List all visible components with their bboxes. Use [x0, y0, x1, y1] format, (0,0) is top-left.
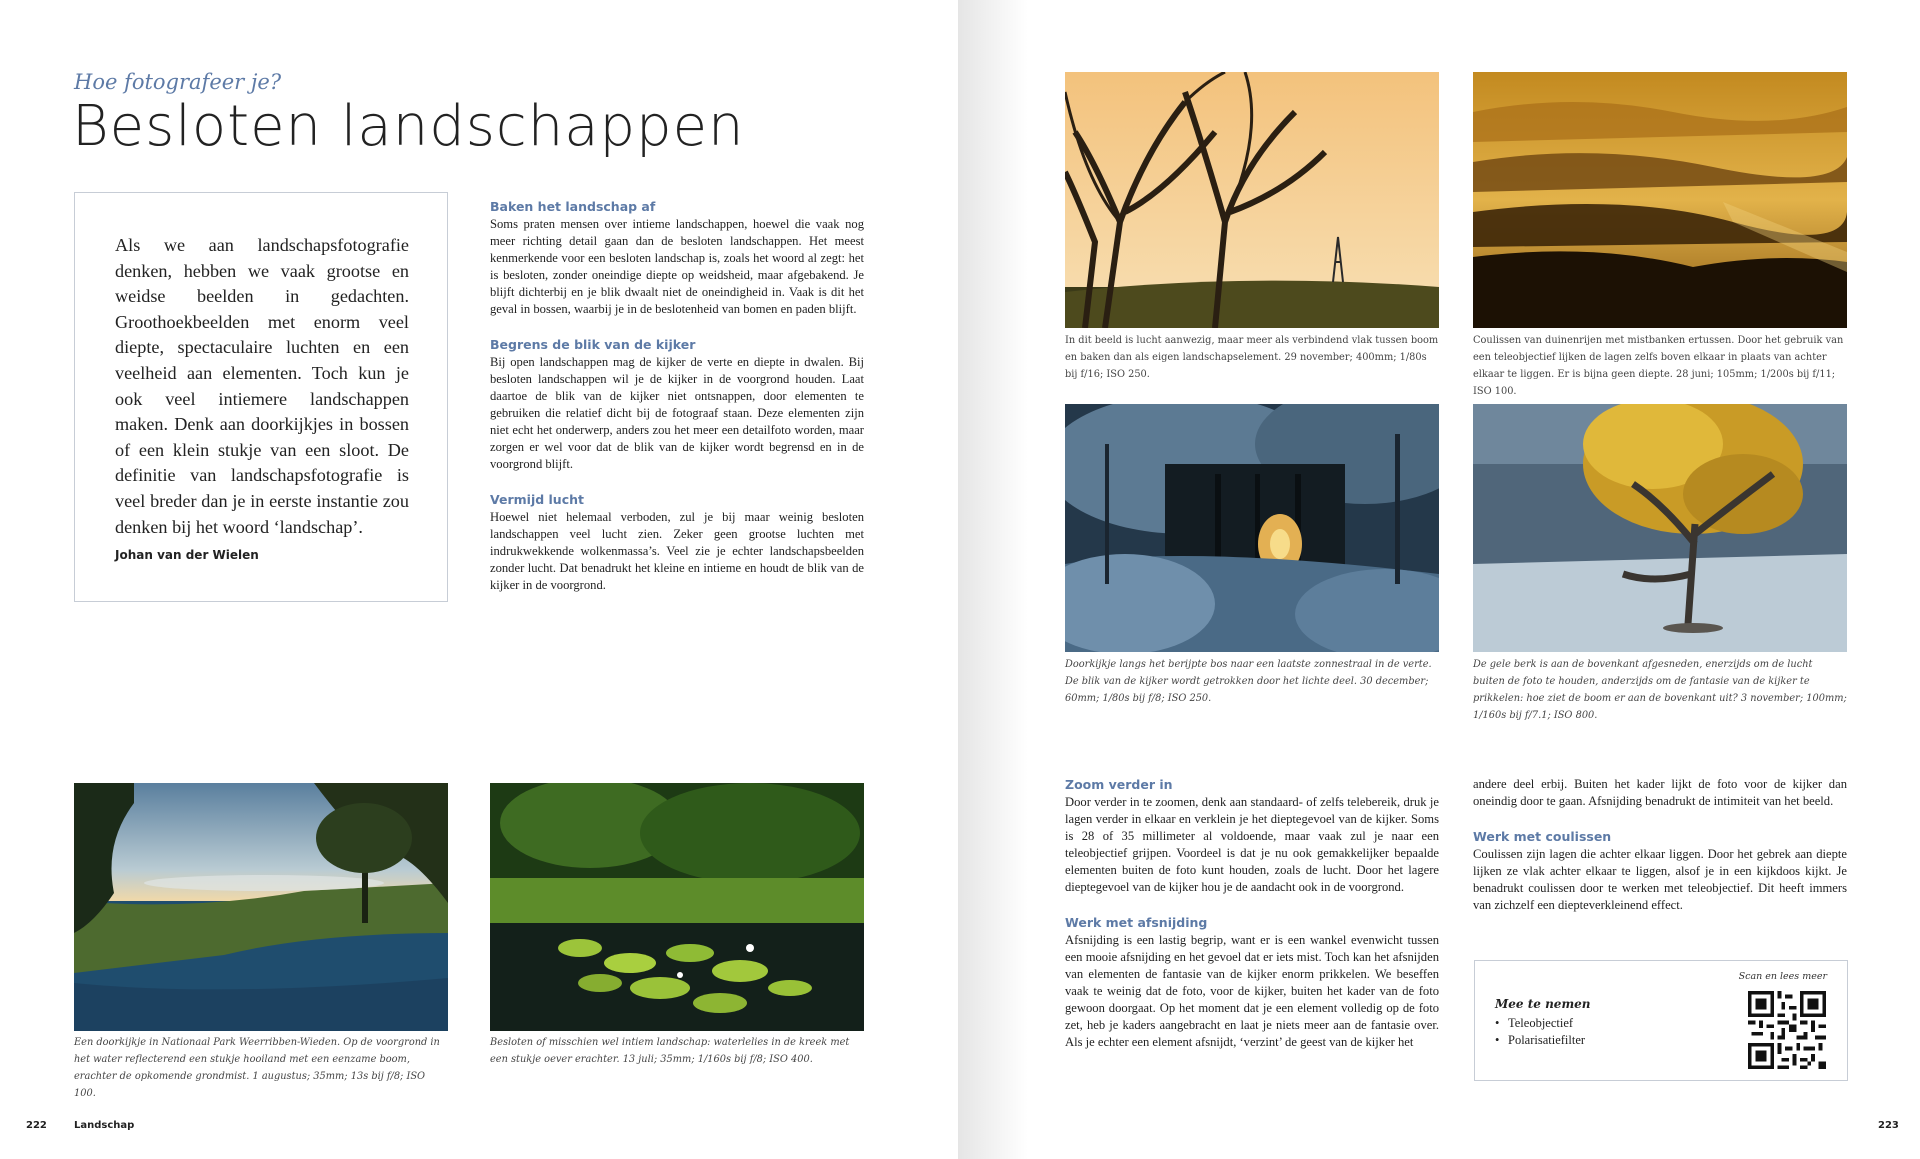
section-heading: Begrens de blik van de kijker — [490, 337, 696, 352]
photo-yellow-tree — [1473, 404, 1847, 652]
gear-list — [1495, 1015, 1585, 1049]
section-body: Door verder in te zoomen, denk aan standaard- of zelfs telebereik, druk je lagen verder in elkaar en verklein je het dieptegevoel van de kijker. Soms is 28 of 35 millimeter al voldoende, maar vaak zul je naar een teleobjectief grijpen. Voordeel is dat je nu ook gemakkelijker bepaalde elementen buiten de foto kunt houden, zoals de lucht. Door het lagere dieptegevoel van de kijker hou je de aandacht ook in de voorgrond. — [1065, 795, 1439, 894]
info-box-title: Mee te nemen — [1495, 997, 1591, 1011]
list-item: • Teleobjectief — [1495, 1015, 1585, 1032]
intro-author: Johan van der Wielen — [115, 548, 259, 563]
article-column-right-2 — [1473, 776, 1847, 932]
section-heading: Werk met afsnijding — [1065, 915, 1208, 930]
section-heading: Vermijd lucht — [490, 492, 584, 507]
qr-code-icon[interactable] — [1748, 991, 1826, 1069]
page-title: Besloten landschappen — [72, 94, 745, 159]
section-heading: Zoom verder in — [1065, 777, 1173, 792]
caption-trees: In dit beeld is lucht aanwezig, maar meer als verbindend vlak tussen boom en baken dan als eigen landschapselement. 29 november; 400mm; 1/80s bij f/16; ISO 250. — [1065, 335, 1439, 380]
photo-waterlelies — [490, 783, 864, 1031]
folio-section: Landschap — [74, 1120, 135, 1131]
section-body: Soms praten mensen over intieme landschappen, hoewel die vaak nog meer richting detail gaan dan de besloten landschappen. Het meest kenmerkende voor een besloten landschap is, zoals het woord al zegt: het is besloten, zonder oneindige diepte op weidsheid, maar afgebakend. Je blijft dichterbij en je blik dwaalt niet de oneindigheid in. Vaak is dit het geval in bossen, waarbij je in de beslotenheid van bomen en paden blijft. — [490, 217, 864, 316]
list-item: • Polarisatiefilter — [1495, 1032, 1585, 1049]
photo-trees — [1065, 72, 1439, 328]
section-heading: Baken het landschap af — [490, 199, 656, 214]
section-body: Bij open landschappen mag de kijker de verte en diepte in dwalen. Bij besloten landschappen wil je de kijker in de voorgrond houden. Laat daartoe de blik van de kijker niet ontsnappen, door elementen te gebruiken die relatief dicht bij de fotograaf staan. Deze elementen zijn niet echt het onderwerp, anders zou het meer een detailfoto worden, maar zorgen er wel voor dat de blik van de kijker wordt begrensd en in de voorgrond blijft. — [490, 355, 864, 471]
section-heading: Werk met coulissen — [1473, 829, 1612, 844]
article-column-left — [490, 198, 864, 612]
folio-number-right: 223 — [1878, 1120, 1899, 1131]
caption-weerribben: Een doorkijkje in Nationaal Park Weerribben-Wieden. Op de voorgrond in het water reflecterend een stukje hooiland met een eenzame boom, erachter de opkomende grondmist. 1 augustus; 35mm; 13s bij f/8; ISO 100. — [74, 1037, 440, 1099]
scan-label: Scan en lees meer — [1738, 971, 1827, 982]
photo-weerribben — [74, 783, 448, 1031]
caption-dunes: Coulissen van duinenrijen met mistbanken ertussen. Door het gebruik van een teleobjectief lijken de lagen zelfs boven elkaar in plaats van achter elkaar te liggen. Er is bijna geen diepte. 28 juni; 105mm; 1/200s bij f/11; ISO 100. — [1473, 335, 1844, 397]
intro-text: Als we aan landschapsfotografie denken, hebben we vaak grootse en weidse beelden in gedachten. Groothoekbeelden met enorm veel diepte, spectaculaire luchten en een veelheid aan elementen. Toch kun je ook veel intiemere landschappen maken. Denk aan doorkijkjes in bossen of een klein stukje van een sloot. De definitie van landschapsfotografie is veel breder dan je in eerste instantie zou denken bij het woord ‘landschap’. — [115, 235, 409, 537]
section-body: Afsnijding is een lastig begrip, want er is een wankel evenwicht tussen een mooie afsnijding en het gevoel dat er iets mist. Toch kan het afsnijden van elementen de fantasie van de kijker enorm prikkelen. We beseffen vaak te weinig dat de foto, voor de kijker, buiten het kader van de foto gewoon doorgaat. Op het moment dat je een element volledig op de foto zet, heb je kaders aangebracht en laat je niets meer aan de fantasie over. Als je echter een element afsnijdt, ‘verzint’ de geest van de kijker het — [1065, 933, 1439, 1049]
intro-box — [74, 192, 448, 602]
section-body-continuation: andere deel erbij. Buiten het kader lijkt de foto voor de kijker dan oneindig door te gaan. Afsnijding benadrukt de intimiteit van het beeld. — [1473, 777, 1847, 808]
folio-number-left: 222 — [26, 1120, 47, 1131]
section-body: Coulissen zijn lagen die achter elkaar liggen. Door het gebrek aan diepte lijken ze vlak achter elkaar te liggen, alsof je in een kijkdoos kijkt. Je benadrukt coulissen door te werken met teleobjectief. Dit heeft immers van zichzelf een diepteverkleinend effect. — [1473, 847, 1847, 912]
info-box-mee-te-nemen — [1474, 960, 1848, 1081]
page-kicker: Hoe fotografeer je? — [74, 70, 282, 94]
photo-dunes — [1473, 72, 1847, 328]
caption-frost-forest: Doorkijkje langs het berijpte bos naar een laatste zonnestraal in de verte. De blik van de kijker wordt getrokken door het lichte deel. 30 december; 60mm; 1/80s bij f/8; ISO 250. — [1065, 659, 1432, 704]
section-body: Hoewel niet helemaal verboden, zul je bij maar weinig besloten landschappen veel lucht zien. Zeker geen grootse luchten met indrukwekkende wolkenmassa’s. Veel zie je echter landschapsbeelden zonder lucht. Dat benadrukt het kleine en intieme en houdt de blik van de kijker in de voorgrond. — [490, 510, 864, 592]
caption-yellow-tree: De gele berk is aan de bovenkant afgesneden, enerzijds om de lucht buiten de foto te houden, anderzijds om de fantasie van de kijker te prikkelen: hoe ziet de boom er aan de bovenkant uit? 3 november; 100mm; 1/160s bij f/7.1; ISO 800. — [1473, 659, 1847, 721]
caption-waterlelies: Besloten of misschien wel intiem landschap: waterlelies in de kreek met een stukje oever erachter. 13 juli; 35mm; 1/160s bij f/8; ISO 400. — [490, 1037, 850, 1065]
article-column-right-1 — [1065, 776, 1439, 1069]
photo-frost-forest — [1065, 404, 1439, 652]
